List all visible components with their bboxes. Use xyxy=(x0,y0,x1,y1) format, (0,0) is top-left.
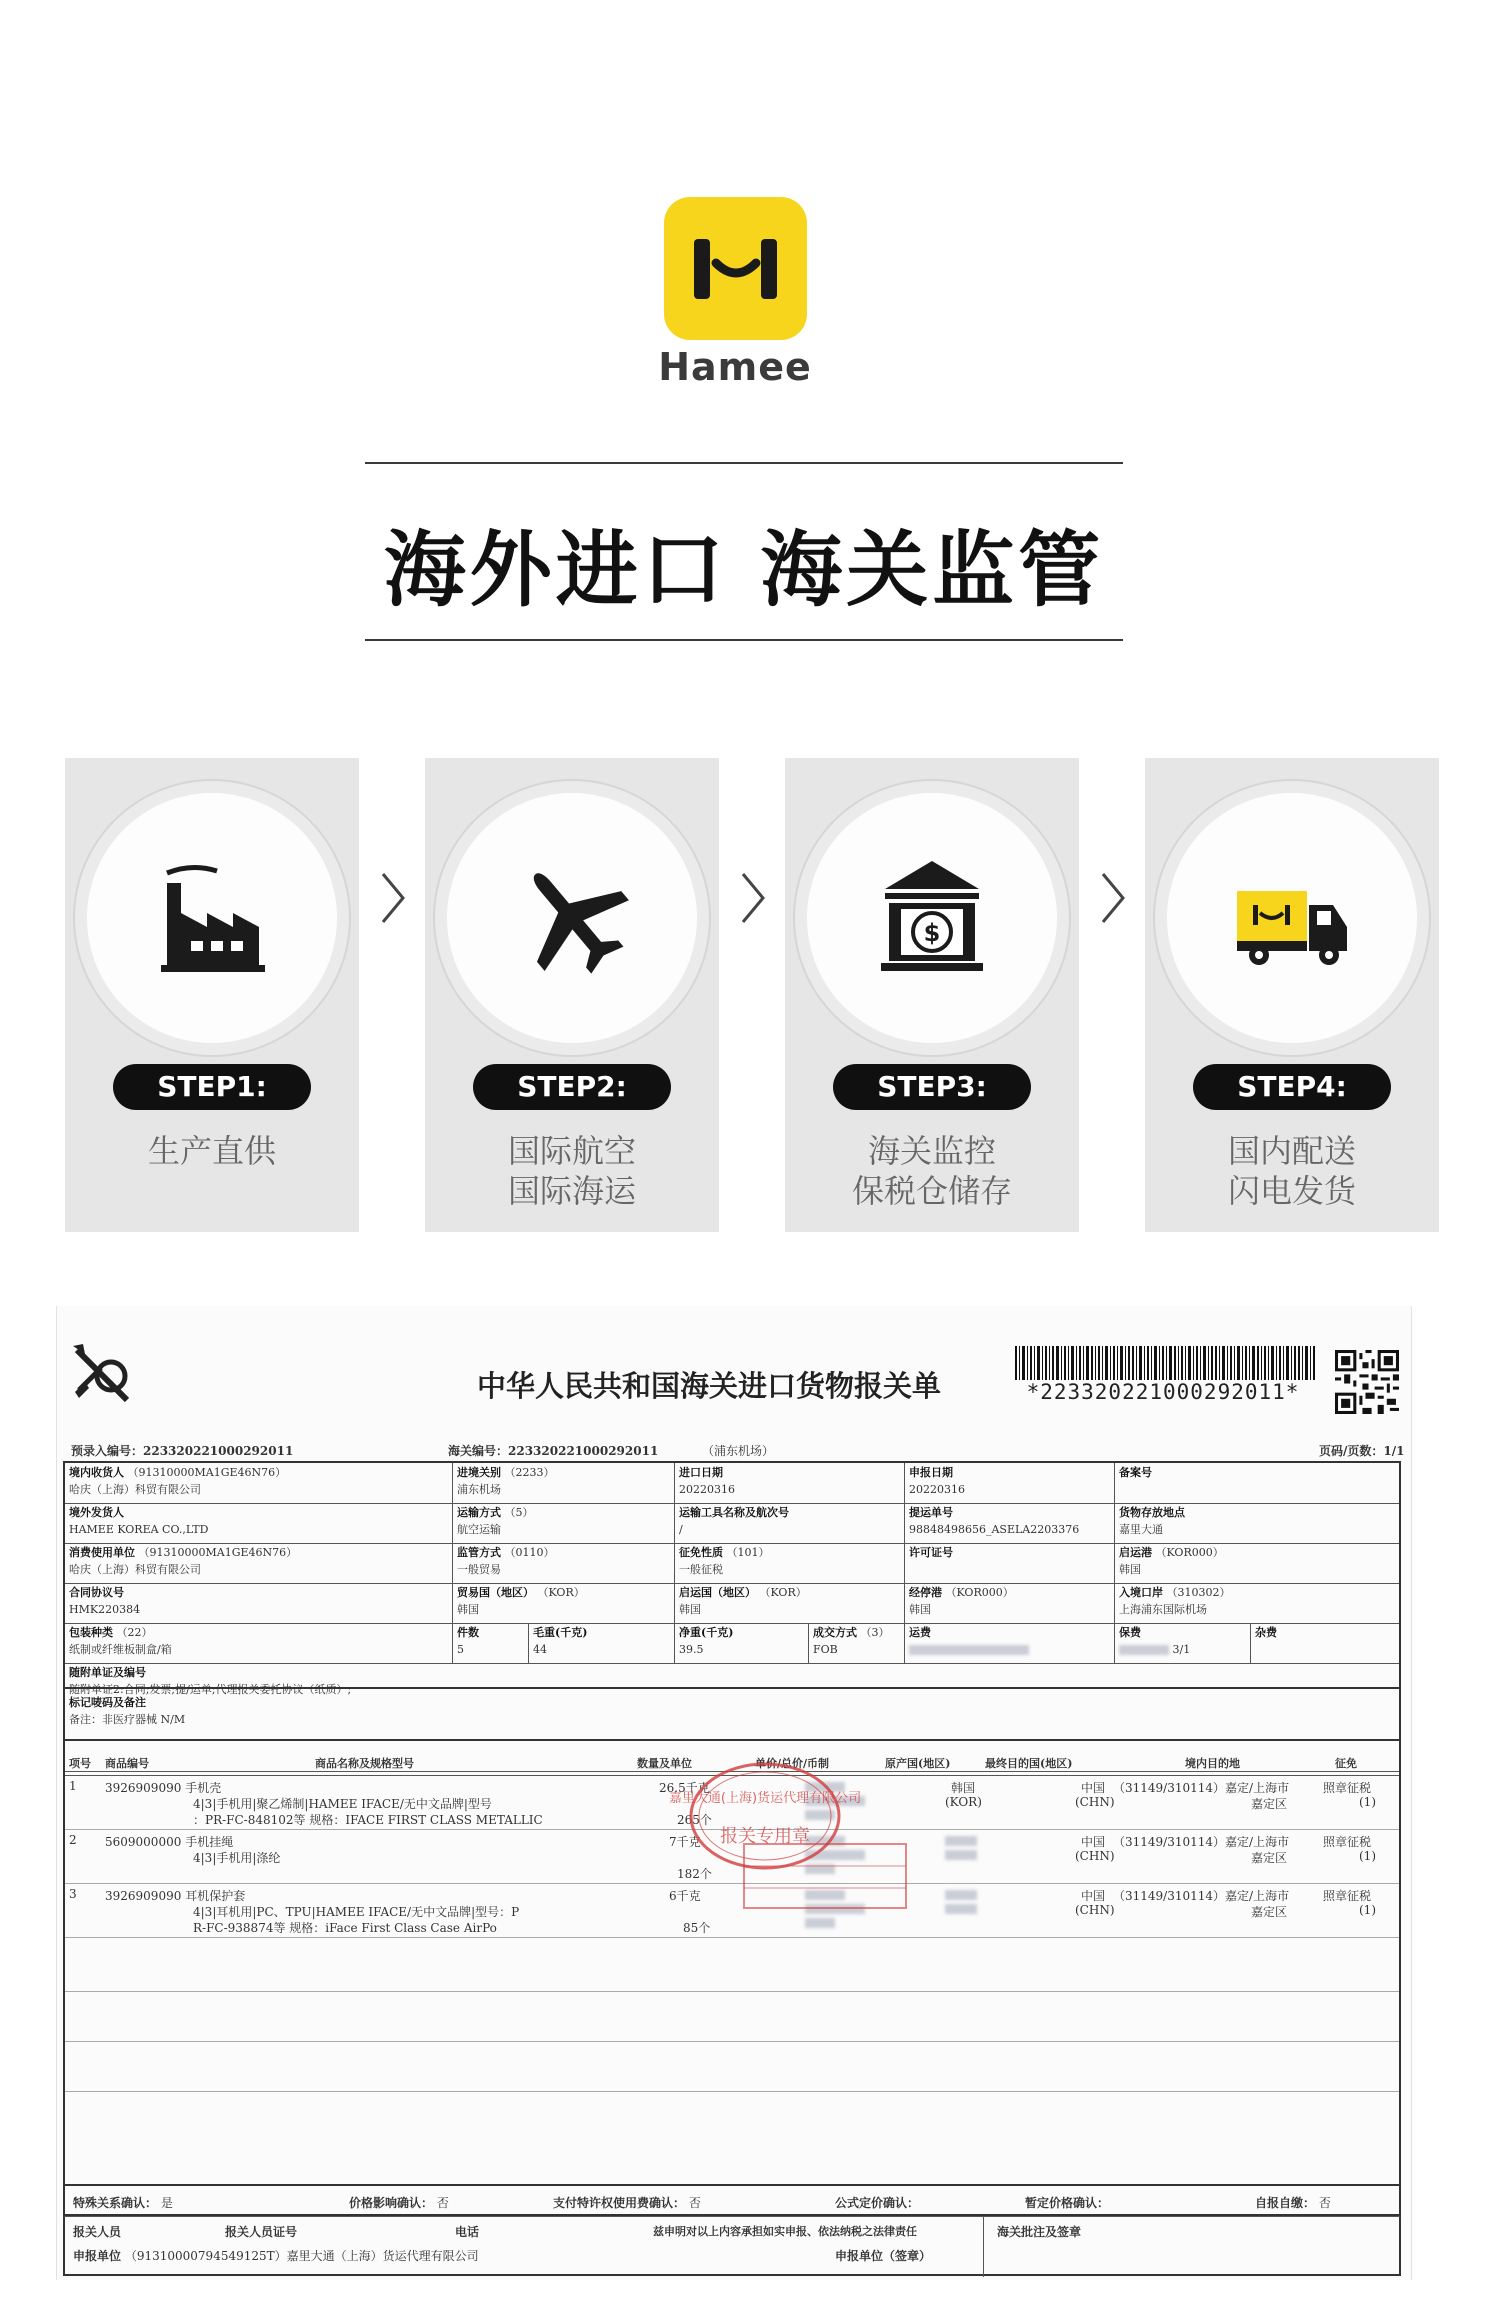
barcode xyxy=(1015,1346,1315,1380)
step-card-2 xyxy=(425,758,719,1232)
field-license-no: 许可证号 xyxy=(905,1543,1115,1583)
step-card-3 xyxy=(785,758,1079,1232)
qr-code-icon xyxy=(1335,1350,1399,1414)
headline-top-rule xyxy=(365,462,1123,464)
field-pieces: 件数 5 xyxy=(453,1623,529,1663)
field-package-type: 包装种类 （22） 纸制或纤维板制盒/箱 xyxy=(65,1623,453,1663)
footer-declarant: 报关人员 xyxy=(73,2225,122,2239)
col-header-dest: 最终目的国(地区) xyxy=(985,1757,1073,1770)
col-header-code: 商品编号 xyxy=(105,1757,149,1770)
col-header-domestic: 境内目的地 xyxy=(1185,1757,1240,1770)
col-header-levy: 征免 xyxy=(1335,1757,1357,1770)
field-transport-mode: 运输方式 （5） 航空运输 xyxy=(453,1503,675,1543)
header-fields-grid xyxy=(63,1461,1401,1696)
marks-section: 标记唛码及备注 备注：非医疗器械 N/M xyxy=(63,1689,1401,1741)
factory-icon xyxy=(137,843,287,993)
field-storage-place: 货物存放地点 嘉里大通 xyxy=(1119,1506,1185,1536)
footer-customs-note: 海关批注及签章 xyxy=(997,2225,1082,2239)
field-insurance: 保费 3/1 xyxy=(1115,1623,1251,1663)
step-caption-2: 保税仓储存 xyxy=(851,1172,1012,1210)
field-misc-fee: 杂费 xyxy=(1255,1626,1277,1639)
col-header-qty: 数量及单位 xyxy=(637,1757,692,1770)
field-record-no: 备案号 xyxy=(1119,1466,1152,1479)
footer-sign: 申报单位（签章） xyxy=(835,2249,932,2263)
field-bill-of-lading: 提运单号 98848498656_ASELA2203376 xyxy=(905,1503,1115,1543)
field-trade-country: 贸易国（地区） （KOR） 韩国 xyxy=(453,1583,675,1623)
col-header-item-no: 项号 xyxy=(69,1757,91,1770)
confirmations-row: 特殊关系确认： 是 价格影响确认： 否 支付特许权使用费确认： 否 公式定价确认： 暂定价格确认： 自报自缴： 否 xyxy=(63,2186,1401,2216)
step-card-4 xyxy=(1145,758,1439,1232)
headline-bottom-rule xyxy=(365,639,1123,641)
col-header-price: 单价/总价/币制 xyxy=(755,1757,830,1770)
step-label: STEP1: xyxy=(113,1064,311,1110)
step-caption-2: 国际海运 xyxy=(507,1172,636,1210)
field-declare-date: 申报日期 20220316 xyxy=(905,1463,1115,1503)
field-supervision-mode: 监管方式 （0110） 一般贸易 xyxy=(453,1543,675,1583)
step-card-1 xyxy=(65,758,359,1232)
footer-statement: 兹申明对以上内容承担如实申报、依法纳税之法律责任 xyxy=(653,2225,917,2238)
declaration-stamp xyxy=(740,1840,910,1912)
barcode-text: *223320221000292011* xyxy=(1026,1380,1300,1404)
brand-name: Hamee xyxy=(658,345,812,389)
field-freight: 运费 xyxy=(905,1623,1115,1663)
field-consignor: 境外发货人 HAMEE KOREA CO.,LTD xyxy=(65,1503,453,1543)
step-caption-2: 闪电发货 xyxy=(1227,1172,1356,1210)
form-title: 中华人民共和国海关进口货物报关单 xyxy=(477,1369,942,1403)
field-transit-port: 经停港 （KOR000） 韩国 xyxy=(905,1583,1115,1623)
customs-site: （浦东机场） xyxy=(702,1444,775,1458)
step-caption: 海关监控 xyxy=(867,1132,996,1170)
chevron-right-icon xyxy=(375,868,411,928)
airplane-icon xyxy=(497,843,647,993)
field-consignee: 境内收货人 （91310000MA1GE46N76） 哈庆（上海）科贸有限公司 xyxy=(65,1463,453,1503)
headline: 海外进口 海关监管 xyxy=(383,523,1105,618)
field-departure-country: 启运国（地区） （KOR） 韩国 xyxy=(675,1583,905,1623)
truck-icon xyxy=(1217,843,1367,993)
bank-icon xyxy=(857,843,1007,993)
svg-text:报关专用章: 报关专用章 xyxy=(720,1826,810,1847)
svg-text:嘉里大通(上海)货运代理有限公司: 嘉里大通(上海)货运代理有限公司 xyxy=(668,1791,862,1806)
svg-text:$: $ xyxy=(923,919,941,947)
step-label: STEP4: xyxy=(1193,1064,1391,1110)
step-label: STEP2: xyxy=(473,1064,671,1110)
col-header-origin: 原产国(地区) xyxy=(885,1757,951,1770)
footer-phone: 电话 xyxy=(455,2225,480,2239)
field-vehicle: 运输工具名称及航次号 / xyxy=(675,1503,905,1543)
page-indicator: 页码/页数：1/1 xyxy=(1319,1444,1405,1458)
pre-entry-number: 预录入编号：223320221000292011 xyxy=(71,1444,294,1458)
chevron-right-icon xyxy=(735,868,771,928)
field-import-date: 进口日期 20220316 xyxy=(675,1463,905,1503)
field-consumer-unit: 消费使用单位 （91310000MA1GE46N76） 哈庆（上海）科贸有限公司 xyxy=(65,1543,453,1583)
footer-declarant-no: 报关人员证号 xyxy=(225,2225,298,2239)
declaration-footer: 报关人员 报关人员证号 电话 兹申明对以上内容承担如实申报、依法纳税之法律责任 海关批注及签章 申报单位 （91310000794549125T）嘉里大通（上海）货运代理有限公司 申报单位（签章） xyxy=(63,2216,1401,2276)
field-levy-nature: 征免性质 （101） 一般征税 xyxy=(675,1543,905,1583)
hamee-logo xyxy=(664,197,807,340)
step-caption: 国内配送 xyxy=(1227,1132,1356,1170)
field-attached-docs: 随附单证及编号 随附单证2:合同;发票;提/运单;代理报关委托协议（纸质）; xyxy=(69,1666,352,1696)
step-caption: 生产直供 xyxy=(147,1132,276,1170)
chevron-right-icon xyxy=(1095,868,1131,928)
step-caption: 国际航空 xyxy=(507,1132,636,1170)
customs-emblem-icon xyxy=(71,1342,133,1408)
field-entry-point: 入境口岸 （310302） 上海浦东国际机场 xyxy=(1119,1586,1231,1616)
field-entry-port: 进境关别 （2233） 浦东机场 xyxy=(453,1463,675,1503)
goods-table: 项号 商品编号 商品名称及规格型号 数量及单位 单价/总价/币制 原产国(地区) 最终目的国(地区) 境内目的地 征免 1 3926909090 手机壳 4|3|手机用|聚乙烯制|HAMEE IFACE/无中文品牌|型号 ：PR-FC-848102等 规格：IFACE FIRST CLASS METALLIC 26.5千克 265个 韩国 (KOR) 中国 (CHN) （31149/310114）嘉定/上海市 嘉定区 照章征税 (1) 2 5609000000 手机挂绳 4|3|手机用|涤纶 7千克 182个 中国 (CHN) （31149/310114）嘉定/上海市 嘉定区 照章征税 (1) 3 3926909090 耳机保护套 4|3|耳机用|PC、TPU|HAMEE IFACE/无中文品牌|型号：P R-FC-938874等 规格：iFace First Class Case AirPo 6千克 85个 中国 (CHN) （31149/310114）嘉定/上海市 嘉定区 照章征税 (1) xyxy=(63,1741,1401,2186)
field-contract-no: 合同协议号 HMK220384 xyxy=(65,1583,453,1623)
field-transaction-mode: 成交方式 （3） FOB xyxy=(809,1623,905,1663)
field-departure-port: 启运港 （KOR000） 韩国 xyxy=(1119,1546,1224,1576)
col-header-name: 商品名称及规格型号 xyxy=(315,1757,414,1770)
customs-number: 海关编号：223320221000292011 xyxy=(448,1444,659,1458)
field-net-weight: 净重(千克) 39.5 xyxy=(675,1623,809,1663)
field-gross-weight: 毛重(千克) 44 xyxy=(529,1623,675,1663)
step-label: STEP3: xyxy=(833,1064,1031,1110)
